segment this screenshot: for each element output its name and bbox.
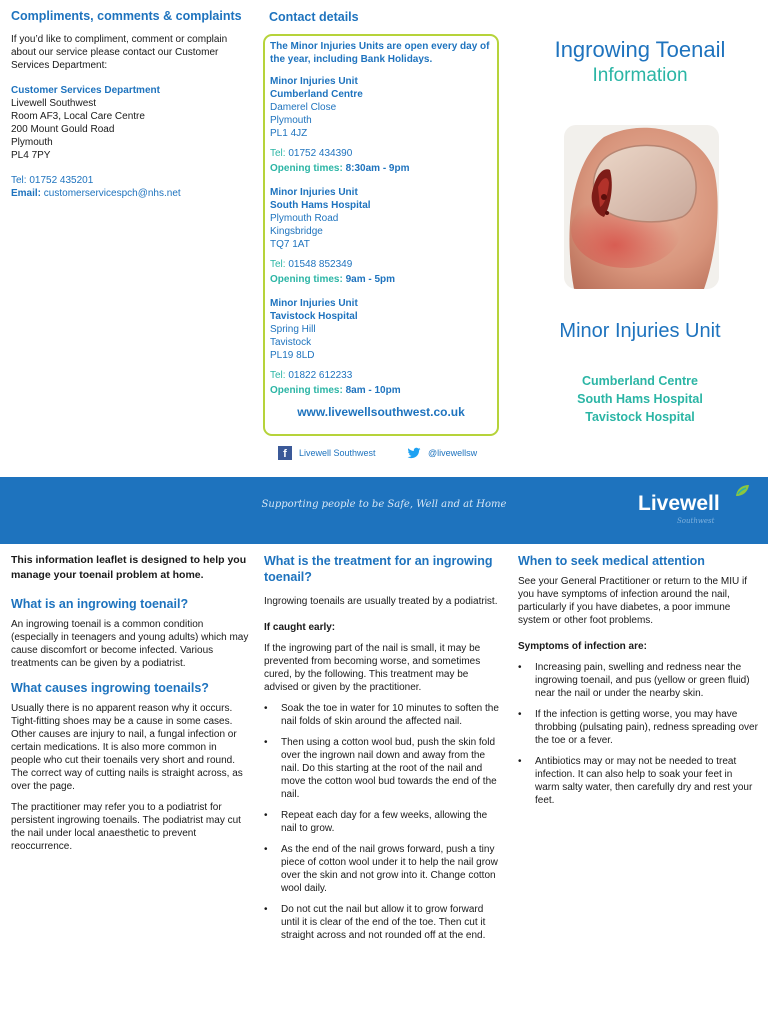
treatment-heading: What is the treatment for an ingrowing toenail? [264, 554, 493, 584]
twitter-link[interactable] [407, 446, 477, 460]
column-treatment [264, 553, 504, 942]
what-heading: What is an ingrowing toenail? [11, 597, 189, 611]
facebook-icon: f [278, 446, 292, 460]
unit-tel [270, 258, 492, 271]
contact-details-heading: Contact details [269, 10, 359, 24]
podiatrist-body: The practitioner may refer you to a podiatrist for persistent ingrowing toenails. The podiatrist may cut the nail under local anaesthetic to prevent reoccurrence. [11, 802, 241, 852]
unit-name: Minor Injuries Unit [270, 76, 358, 87]
column-medical-attention [518, 553, 758, 807]
unit-address-line: PL19 8LD [270, 350, 315, 361]
logo-wordmark: Livewell [638, 492, 720, 515]
early-body: If the ingrowing part of the nail is small, it may be prevented from becoming worse, and sometimes cured, by the following. This treatment may be advised or given by the practitioner. [264, 643, 481, 693]
email-label: Email: [11, 188, 42, 199]
tel-number[interactable]: 01752 434390 [288, 148, 353, 159]
causes-body: Usually there is no apparent reason why it occurs. Tight-fitting shoes may be a cause in some cases. Other causes are injury to nail, a fungal infection or certain medications. It is also more common in people who cut their toenails very short and round. The correct way of cutting nails is straight across, as over the page. [11, 703, 243, 792]
opening-label: Opening times: [270, 274, 343, 285]
email-link[interactable]: customerservicespch@nhs.net [43, 188, 181, 199]
customer-services-address [11, 97, 251, 162]
address-line: Plymouth [11, 137, 53, 148]
symptoms-heading: Symptoms of infection are: [518, 641, 647, 652]
customer-services-email [11, 187, 251, 200]
logo-subtitle: Southwest [677, 517, 715, 525]
list-item: • Soak the toe in water for 10 minutes to soften the nail folds of skin around the affected nail. [264, 702, 504, 728]
column-about [11, 553, 249, 853]
tel-label: Tel: [270, 370, 286, 381]
opening-value: 9am - 5pm [345, 274, 396, 285]
minor-injuries-title: Minor Injuries Unit [559, 320, 721, 342]
site-name: Tavistock Hospital [585, 410, 695, 424]
unit-opening-times [270, 384, 492, 397]
unit-tel [270, 147, 492, 160]
unit-address-line: Plymouth [270, 115, 312, 126]
toenail-photo [564, 125, 719, 289]
social-links [278, 446, 498, 464]
what-body: An ingrowing toenail is a common condition (especially in teenagers and young adults) which may cause discomfort or become infected. Various treatments can be given by a podiatrist. [11, 619, 249, 669]
tel-label: Tel: [11, 175, 27, 186]
unit-address-line: Plymouth Road [270, 213, 339, 224]
opening-value: 8am - 10pm [345, 385, 401, 396]
list-item: • Increasing pain, swelling and redness near the ingrowing toenail, and pus (yellow or green fluid) near the nail or under the nearby skin. [518, 661, 758, 700]
tel-number[interactable]: 01752 435201 [29, 175, 94, 186]
compliments-heading: Compliments, comments & complaints [11, 9, 242, 23]
facebook-label: Livewell Southwest [299, 448, 376, 458]
unit-address-line: Spring Hill [270, 324, 316, 335]
address-line: PL4 7PY [11, 150, 51, 161]
contact-details-box [263, 34, 499, 436]
livewell-logo [638, 484, 758, 534]
treatment-steps [264, 702, 504, 942]
twitter-icon [407, 446, 421, 460]
unit-tel [270, 369, 492, 382]
facebook-link[interactable] [278, 446, 376, 460]
unit-address-line: PL1 4JZ [270, 128, 308, 139]
unit-site: Cumberland Centre [270, 89, 363, 100]
address-line: Room AF3, Local Care Centre [11, 111, 145, 122]
list-item: • Then using a cotton wool bud, push the skin fold over the ingrown nail down and away from the nail. Do this starting at the root of the nail and move the cotton wool bud towards the end of the nail. [264, 736, 504, 801]
list-item: • Antibiotics may or may not be needed to treat infection. It can also help to soak your feet in warm salty water, then carefully dry and rest your feet. [518, 755, 758, 807]
opening-label: Opening times: [270, 385, 343, 396]
address-line: Livewell Southwest [11, 98, 97, 109]
leaflet-intro: This information leaflet is designed to help you manage your toenail problem at home. [11, 554, 247, 581]
unit-address-line: Damerel Close [270, 102, 337, 113]
cover-title [520, 36, 760, 88]
compliments-panel [11, 10, 251, 200]
twitter-label: @livewellsw [428, 448, 478, 458]
list-item: • As the end of the nail grows forward, push a tiny piece of cotton wool under it to help the nail grow over the skin and not grow into it. Change cotton wool daily. [264, 843, 504, 895]
customer-services-title: Customer Services Department [11, 85, 160, 96]
list-item: • Repeat each day for a few weeks, allowing the nail to grow. [264, 809, 504, 835]
unit-opening-times [270, 162, 492, 175]
unit-site: Tavistock Hospital [270, 311, 358, 322]
page-title: Ingrowing Toenail [554, 37, 726, 62]
seek-body: See your General Practitioner or return to the MIU if you have symptoms of infection around the nail, particularly if you have diabetes, a poor immune system or other foot problems. [518, 576, 747, 626]
tel-number[interactable]: 01548 852349 [288, 259, 353, 270]
page-subtitle: Information [592, 65, 688, 86]
opening-label: Opening times: [270, 163, 343, 174]
site-name: Cumberland Centre [582, 374, 698, 388]
opening-value: 8:30am - 9pm [345, 163, 410, 174]
website-link[interactable]: www.livewellsouthwest.co.uk [297, 405, 465, 419]
tel-label: Tel: [270, 148, 286, 159]
causes-heading: What causes ingrowing toenails? [11, 681, 209, 695]
address-line: 200 Mount Gould Road [11, 124, 115, 135]
opening-intro: The Minor Injuries Units are open every day of the year, including Bank Holidays. [270, 41, 490, 65]
compliments-body: If you’d like to compliment, comment or complain about our service please contact our Customer Services Department: [11, 34, 228, 71]
unit-name: Minor Injuries Unit [270, 298, 358, 309]
list-item: • If the infection is getting worse, you may have throbbing (pulsating pain), redness spreading over the toe or a fever. [518, 708, 758, 747]
site-name: South Hams Hospital [577, 392, 703, 406]
banner-tagline: Supporting people to be Safe, Well and at Home [261, 499, 507, 510]
unit-south-hams [270, 186, 492, 286]
unit-site: South Hams Hospital [270, 200, 371, 211]
logo-leaf-icon [734, 484, 750, 498]
unit-name: Minor Injuries Unit [270, 187, 358, 198]
list-item: • Do not cut the nail but allow it to grow forward until it is clear of the end of the toe. Then cut it straight across and not rounded off at the end. [264, 903, 504, 942]
customer-services-tel [11, 174, 251, 187]
tel-label: Tel: [270, 259, 286, 270]
early-heading: If caught early: [264, 622, 336, 633]
symptoms-list [518, 661, 758, 807]
unit-opening-times [270, 273, 492, 286]
sites-list [520, 372, 760, 426]
unit-address-line: Tavistock [270, 337, 312, 348]
unit-cumberland [270, 75, 492, 175]
treatment-body: Ingrowing toenails are usually treated by a podiatrist. [264, 596, 498, 607]
unit-tavistock [270, 297, 492, 397]
unit-address-line: TQ7 1AT [270, 239, 310, 250]
seek-heading: When to seek medical attention [518, 554, 705, 568]
unit-address-line: Kingsbridge [270, 226, 323, 237]
tel-number[interactable]: 01822 612233 [288, 370, 353, 381]
